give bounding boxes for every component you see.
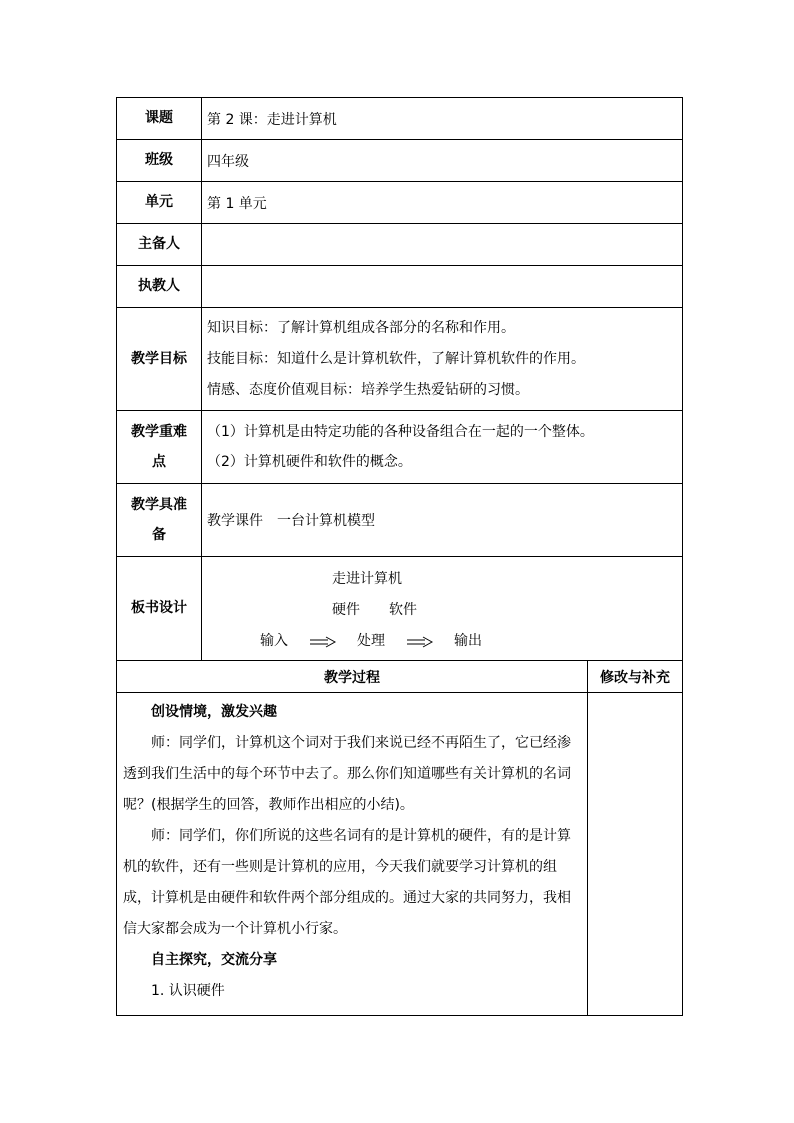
- title-label: 课题: [117, 98, 202, 140]
- row-prep: [117, 484, 683, 557]
- lead-label: 主备人: [117, 224, 202, 266]
- prep-label: 教学具准 备: [117, 484, 202, 557]
- row-unit: [117, 182, 683, 224]
- board-software: 软件: [389, 601, 417, 618]
- goals-label: 教学目标: [117, 308, 202, 411]
- title-value: 第 2 课：走进计算机: [202, 98, 683, 140]
- row-board: [117, 557, 683, 661]
- row-lead: [117, 224, 683, 266]
- unit-value: 第 1 单元: [202, 182, 683, 224]
- row-title: [117, 98, 683, 140]
- paragraph: 1. 认识硬件: [151, 983, 225, 999]
- prep-value: 教学课件 一台计算机模型: [202, 484, 683, 557]
- section-heading: 创设情境，激发兴趣: [151, 704, 277, 720]
- goals-value: [202, 308, 683, 411]
- revision-notes: [588, 693, 683, 1016]
- goal-attitude: 情感、态度价值观目标：培养学生热爱钻研的习惯。: [207, 381, 529, 398]
- keypoint-2: （2）计算机硬件和软件的概念。: [207, 454, 412, 470]
- board-output: 输出: [454, 632, 482, 649]
- paragraph: 师：同学们，计算机这个词对于我们来说已经不再陌生了，它已经渗透到我们生活中的每个环节中去了。那么你们知道哪些有关计算机的名词呢？(根据学生的回答，教师作出相应的小结)。: [123, 735, 571, 813]
- unit-label: 单元: [117, 182, 202, 224]
- board-hardware: 硬件: [332, 601, 360, 618]
- board-input: 输入: [260, 632, 288, 649]
- board-design: [202, 557, 683, 661]
- grade-label: 班级: [117, 140, 202, 182]
- lesson-plan-table: [116, 97, 683, 1016]
- goal-knowledge: 知识目标：了解计算机组成各部分的名称和作用。: [207, 319, 515, 336]
- keypoints-value: [202, 411, 683, 484]
- lesson-plan: [116, 97, 682, 1016]
- teacher-label: 执教人: [117, 266, 202, 308]
- board-title: 走进计算机: [332, 570, 402, 587]
- row-process-body: [117, 693, 683, 1016]
- teacher-value: [202, 266, 683, 308]
- goal-skill: 技能目标：知道什么是计算机软件，了解计算机软件的作用。: [207, 350, 585, 367]
- board-label: 板书设计: [117, 557, 202, 661]
- keypoints-label: 教学重难 点: [117, 411, 202, 484]
- row-teacher: [117, 266, 683, 308]
- revision-header: 修改与补充: [588, 661, 683, 693]
- board-process: 处理: [357, 632, 385, 649]
- row-goals: [117, 308, 683, 411]
- paragraph: 师：同学们，你们所说的这些名词有的是计算机的硬件，有的是计算机的软件，还有一些则是计算机的应用，今天我们就要学习计算机的组成，计算机是由硬件和软件两个部分组成的。通过大家的共同努力，我相信大家都会成为一个计算机小行家。: [123, 828, 571, 937]
- arrow-right-icon: [310, 636, 336, 648]
- grade-value: 四年级: [202, 140, 683, 182]
- row-process-header: [117, 661, 683, 693]
- section-heading: 自主探究，交流分享: [151, 952, 277, 968]
- row-grade: [117, 140, 683, 182]
- process-header: 教学过程: [117, 661, 588, 693]
- arrow-right-icon: [407, 636, 433, 648]
- process-content: [117, 693, 588, 1016]
- lead-value: [202, 224, 683, 266]
- keypoint-1: （1）计算机是由特定功能的各种设备组合在一起的一个整体。: [207, 424, 594, 440]
- row-keypoints: [117, 411, 683, 484]
